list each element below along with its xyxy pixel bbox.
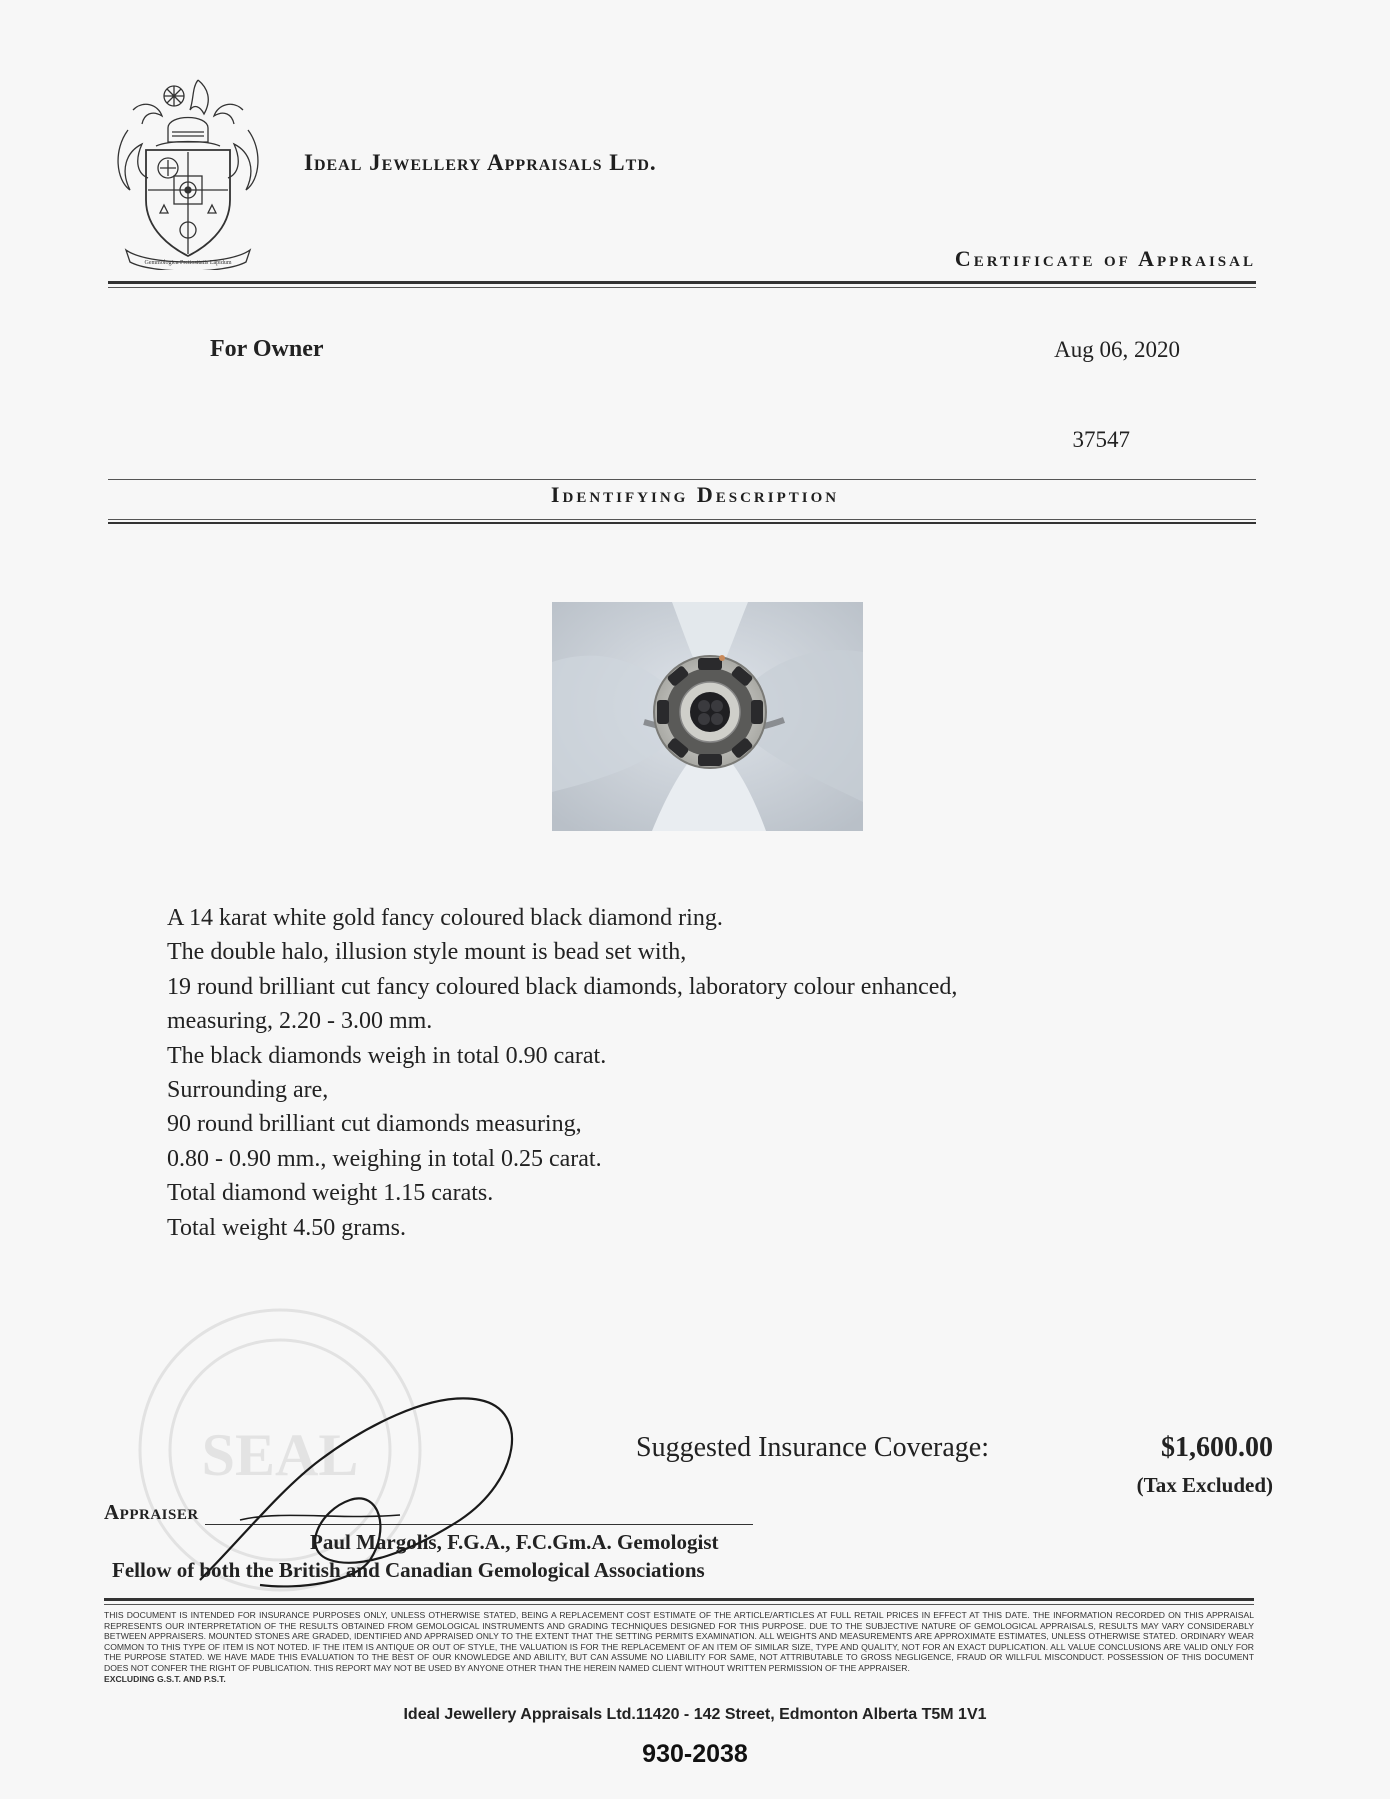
ring-photo [552, 602, 863, 831]
header-divider-thick [108, 281, 1256, 284]
certificate-number: 37547 [1072, 427, 1130, 452]
appraiser-label: Appraiser [104, 1500, 199, 1524]
footer-divider-thick [104, 1598, 1254, 1601]
header-divider-thin [108, 287, 1256, 288]
description-line: measuring, 2.20 - 3.00 mm. [167, 1008, 433, 1035]
description-line: Total diamond weight 1.15 carats. [167, 1180, 494, 1207]
appraisal-date: Aug 06, 2020 [1054, 337, 1180, 362]
description-line: 19 round brilliant cut fancy coloured black diamonds, laboratory colour enhanced, [167, 973, 958, 1000]
disclaimer [104, 1610, 1254, 1684]
section-divider-bottom-thick [108, 522, 1256, 524]
item-description [167, 901, 957, 1245]
description-line: 0.80 - 0.90 mm., weighing in total 0.25 carat. [167, 1145, 602, 1172]
appraiser-name: Paul Margolis, F.G.A., F.C.Gm.A. Gemologist [310, 1530, 719, 1554]
disclaimer-tax-note: EXCLUDING G.S.T. AND P.S.T. [104, 1673, 226, 1684]
insurance-label: Suggested Insurance Coverage: [636, 1432, 989, 1463]
footer-address: Ideal Jewellery Appraisals Ltd.11420 - 142 Street, Edmonton Alberta T5M 1V1 [403, 1706, 987, 1723]
description-line: Surrounding are, [167, 1077, 329, 1104]
seal-text: SEAL [201, 1422, 359, 1488]
description-line: The black diamonds weigh in total 0.90 carat. [167, 1042, 607, 1069]
crest-motto: Gemmologica Pretiositatis Lapidum [144, 260, 232, 266]
insurance-value: $1,600.00 [1161, 1432, 1273, 1463]
appraiser-affiliation: Fellow of both the British and Canadian Gemological Associations [112, 1558, 705, 1582]
description-line: The double halo, illusion style mount is bead set with, [167, 939, 687, 966]
description-line: A 14 karat white gold fancy coloured black diamond ring. [167, 905, 723, 931]
section-divider-bottom-thin [108, 519, 1256, 520]
section-title: Identifying Description [550, 482, 840, 507]
document-title: Certificate of Appraisal [954, 246, 1256, 271]
footer-divider-thin [104, 1604, 1254, 1605]
signature-icon [180, 1370, 540, 1600]
owner-label: For Owner [210, 336, 324, 362]
disclaimer-text: THIS DOCUMENT IS INTENDED FOR INSURANCE PURPOSES ONLY, UNLESS OTHERWISE STATED, BEING A REPLACEMENT COST ESTIMATE OF THE ARTICLE/ARTICLES AT FULL RETAIL PRICES IN EFFECT AT THIS DATE. THE INFORMATION RECORDED ON THIS APPRAISAL REPRESENTS OUR INTERPRETATION OF THE RESULTS OBTAINED FROM GEMOLOGICAL INSTRUMENTS AND GRADING TECHNIQUES DESIGNED FOR THIS PURPOSE. DUE TO THE SUBJECTIVE NATURE OF GEMOLOGICAL APPRAISALS, RESULTS MAY VARY CONSIDERABLY BETWEEN APPRAISERS. MOUNTED STONES ARE GRADED, IDENTIFIED AND APPRAISED ONLY TO THE EXTENT THAT THE SETTING PERMITS EXAMINATION. ALL WEIGHTS AND MEASUREMENTS ARE APPROXIMATE ESTIMATES, UNLESS OTHERWISE STATED. ORDINARY WEAR COMMON TO THIS TYPE OF ITEM IS NOT NOTED. IF THE ITEM IS ANTIQUE OR OUT OF STYLE, THE VALUATION IS FOR THE REPLACEMENT OF AN ITEM OF SIMILAR SIZE, TYPE AND QUALITY, NOT FOR AN EXACT DUPLICATION. ALL VALUE CONCLUSIONS ARE VALID ONLY FOR THE PURPOSE STATED. WE HAVE MADE THIS EVALUATION TO THE BEST OF OUR KNOWLEDGE AND ABILITY, BUT CAN ASSUME NO LIABILITY FOR SAME, NOT ATTRIBUTABLE TO GROSS NEGLIGENCE, FRAUD OR WILLFUL MISCONDUCT. POSSESSION OF THIS DOCUMENT DOES NOT CONFER THE RIGHT OF PUBLICATION. THIS REPORT MAY NOT BE USED BY ANYONE OTHER THAN THE HEREIN NAMED CLIENT WITHOUT WRITTEN PERMISSION OF THE APPRAISER. [104, 1610, 1254, 1673]
description-line: 90 round brilliant cut diamonds measuring, [167, 1111, 582, 1138]
section-divider-top [108, 479, 1256, 480]
tax-note: (Tax Excluded) [1136, 1473, 1273, 1497]
coat-of-arms-icon [108, 70, 268, 270]
footer-phone: 930-2038 [642, 1740, 748, 1768]
description-line: Total weight 4.50 grams. [167, 1214, 406, 1241]
company-name: Ideal Jewellery Appraisals Ltd. [304, 150, 657, 175]
